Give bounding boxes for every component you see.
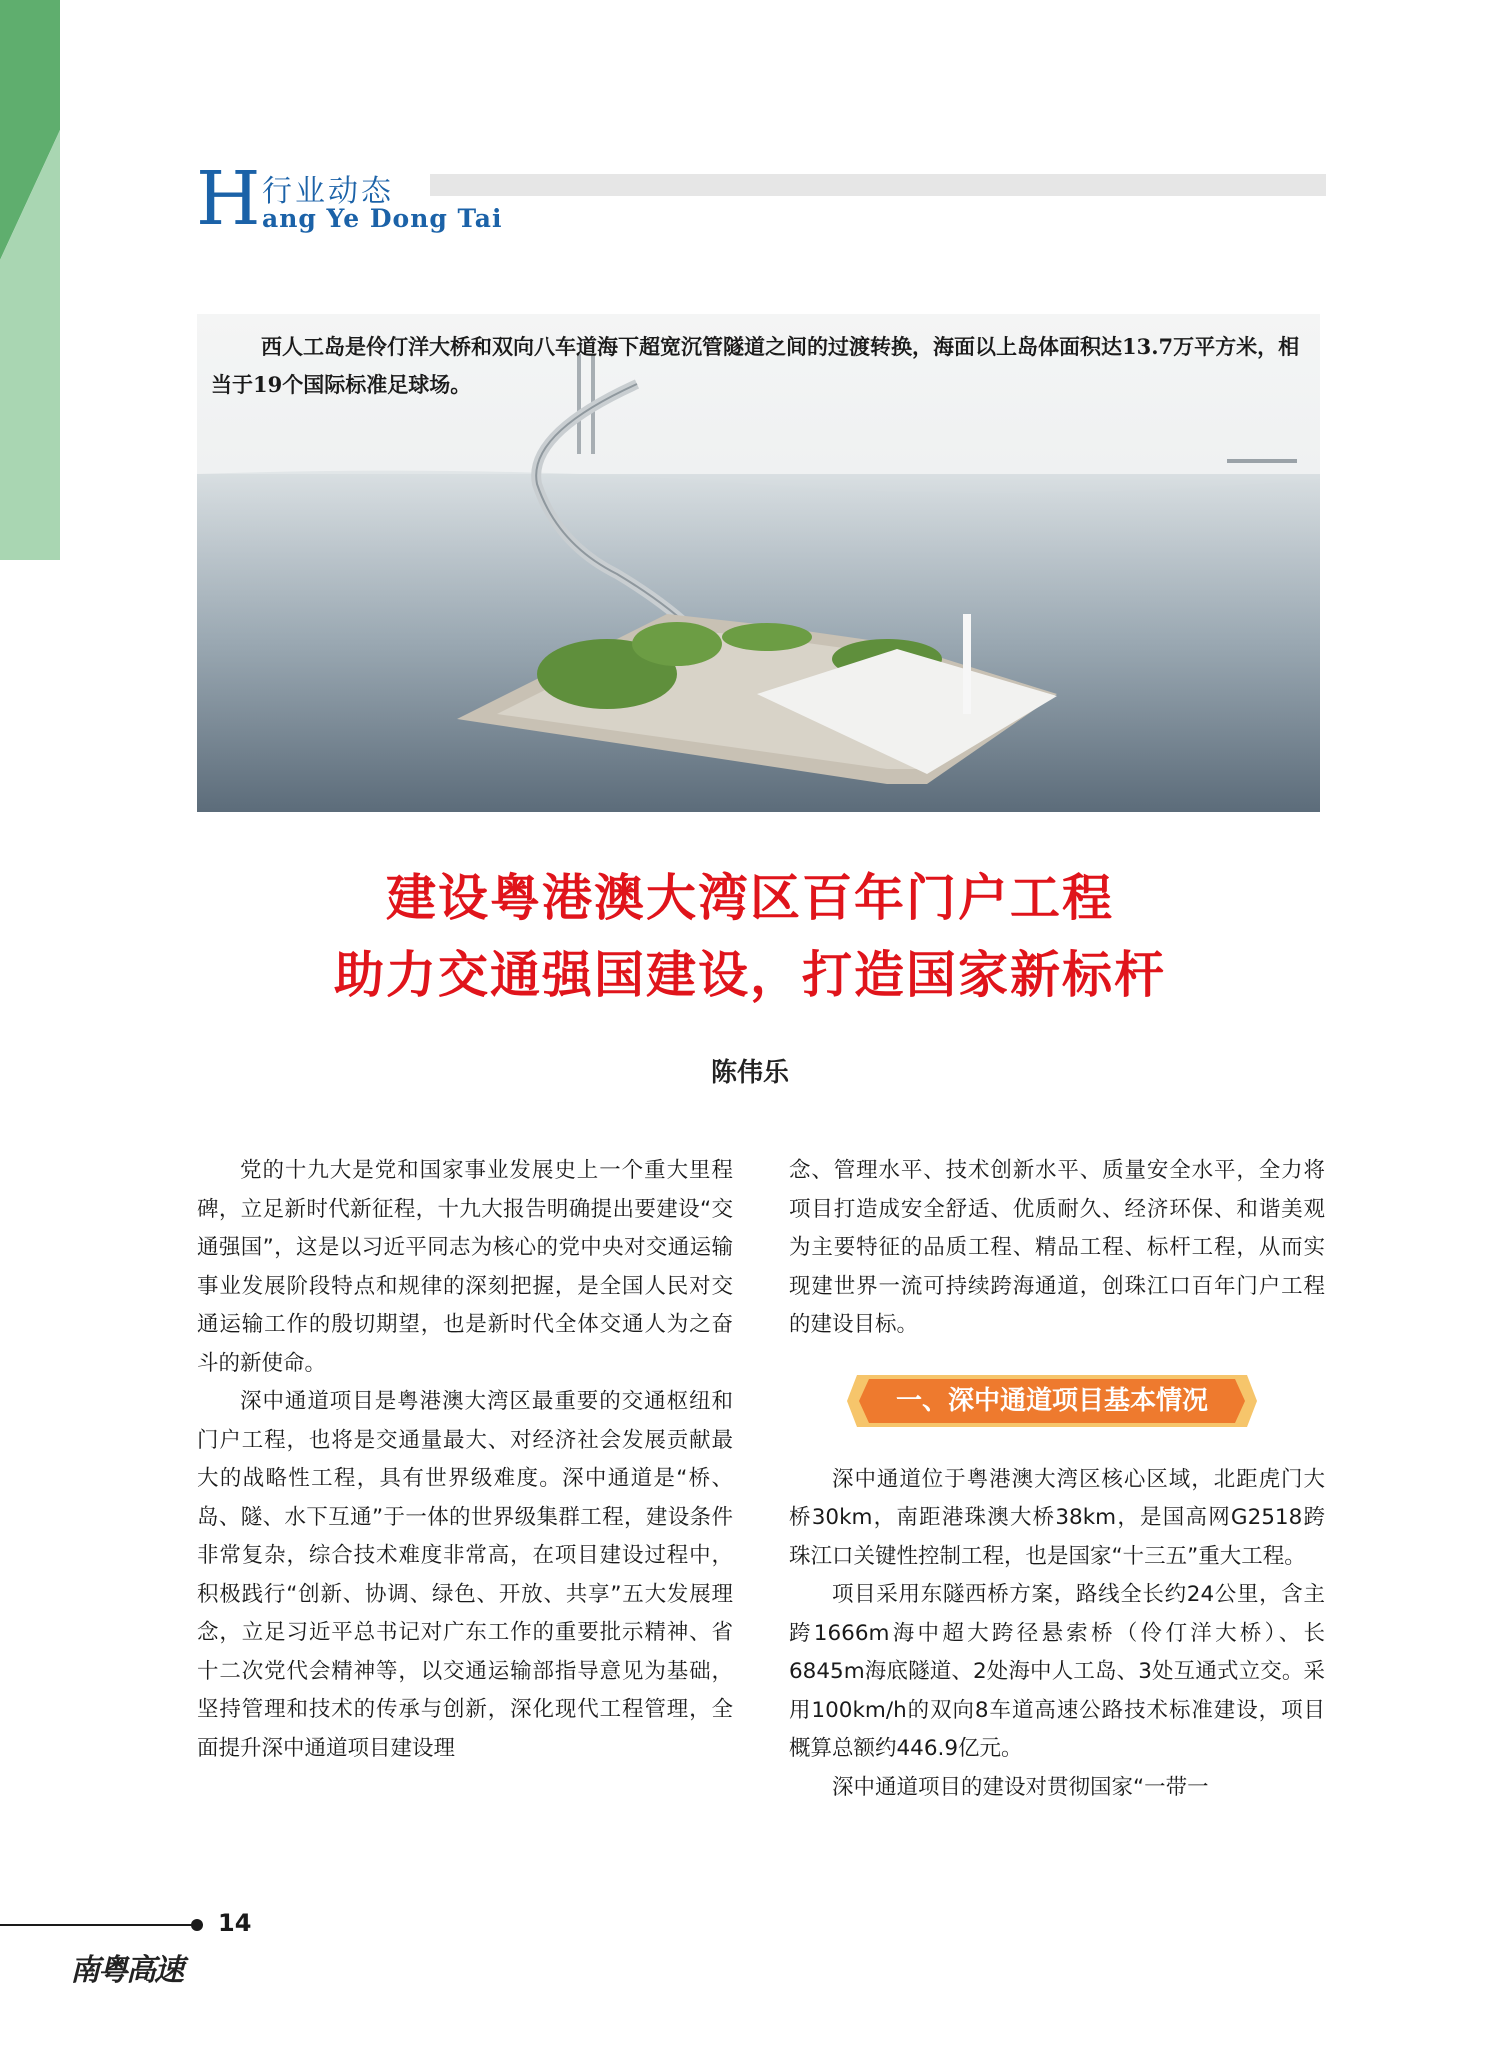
paragraph: 项目采用东隧西桥方案，路线全长约24公里，含主跨1666m海中超大跨径悬索桥（伶仃洋大桥）、长6845m海底隧道、2处海中人工岛、3处互通式立交。采用100km/h的双向8车道高速公路技术标准建设，项目概算总额约446.9亿元。 xyxy=(789,1582,1325,1761)
article-photo xyxy=(197,314,1320,812)
paragraph: 深中通道项目是粤港澳大湾区最重要的交通枢纽和门户工程，也将是交通量最大、对经济社会发展贡献最大的战略性工程，具有世界级难度。深中通道是“桥、岛、隧、水下互通”于一体的世界级集群工程，建设条件非常复杂，综合技术难度非常高，在项目建设过程中，积极践行“创新、协调、绿色、开放、共享”五大发展理念，立足习近平总书记对广东工作的重要批示精神、省十二次党代会精神等，以交通运输部指导意见为基础，坚持管理和技术的传承与创新，深化现代工程管理，全面提升深中通道项目建设理 xyxy=(197,1389,733,1761)
header-title-en: ang Ye Dong Tai xyxy=(262,204,503,233)
header-bar xyxy=(430,174,1326,196)
corner-decoration xyxy=(0,0,60,560)
article-title-line-1: 建设粤港澳大湾区百年门户工程 xyxy=(386,868,1114,927)
header-initial: H xyxy=(196,156,261,242)
article-author: 陈伟乐 xyxy=(710,1058,789,1088)
section-heading: 一、深中通道项目基本情况 xyxy=(895,1385,1208,1416)
right-column xyxy=(789,1152,1325,1807)
page-number: 14 xyxy=(218,1909,252,1937)
section-header xyxy=(196,156,1326,242)
photo-caption: 西人工岛是伶仃洋大桥和双向八车道海下超宽沉管隧道之间的过渡转换，海面以上岛体面积达13.7万平方米，相当于19个国际标准足球场。 xyxy=(211,334,1300,397)
article-title-line-2: 助力交通强国建设，打造国家新标杆 xyxy=(334,945,1166,1004)
paragraph: 党的十九大是党和国家事业发展史上一个重大里程碑，立足新时代新征程，十九大报告明确提出要建设“交通强国”，这是以习近平同志为核心的党中央对交通运输事业发展阶段特点和规律的深刻把握，是全国人民对交通运输工作的殷切期望，也是新时代全体交通人为之奋斗的新使命。 xyxy=(197,1158,733,1376)
paragraph-continuation: 念、管理水平、技术创新水平、质量安全水平，全力将项目打造成安全舒适、优质耐久、经济环保、和谐美观为主要特征的品质工程、精品工程、标杆工程，从而实现建世界一流可持续跨海通道，创珠江口百年门户工程的建设目标。 xyxy=(789,1158,1325,1337)
paragraph: 深中通道项目的建设对贯彻国家“一带一 xyxy=(832,1774,1209,1800)
footer-dot xyxy=(191,1919,203,1931)
section-heading-banner xyxy=(847,1375,1257,1427)
left-column xyxy=(197,1152,733,1768)
magazine-logo: 南粤高速 xyxy=(70,1953,182,1988)
paragraph: 深中通道位于粤港澳大湾区核心区域，北距虎门大桥30km，南距港珠澳大桥38km，是国高网G2518跨珠江口关键性控制工程，也是国家“十三五”重大工程。 xyxy=(789,1466,1325,1569)
header-title-cn: 行业动态 xyxy=(262,174,394,209)
footer-rule xyxy=(0,1924,196,1926)
